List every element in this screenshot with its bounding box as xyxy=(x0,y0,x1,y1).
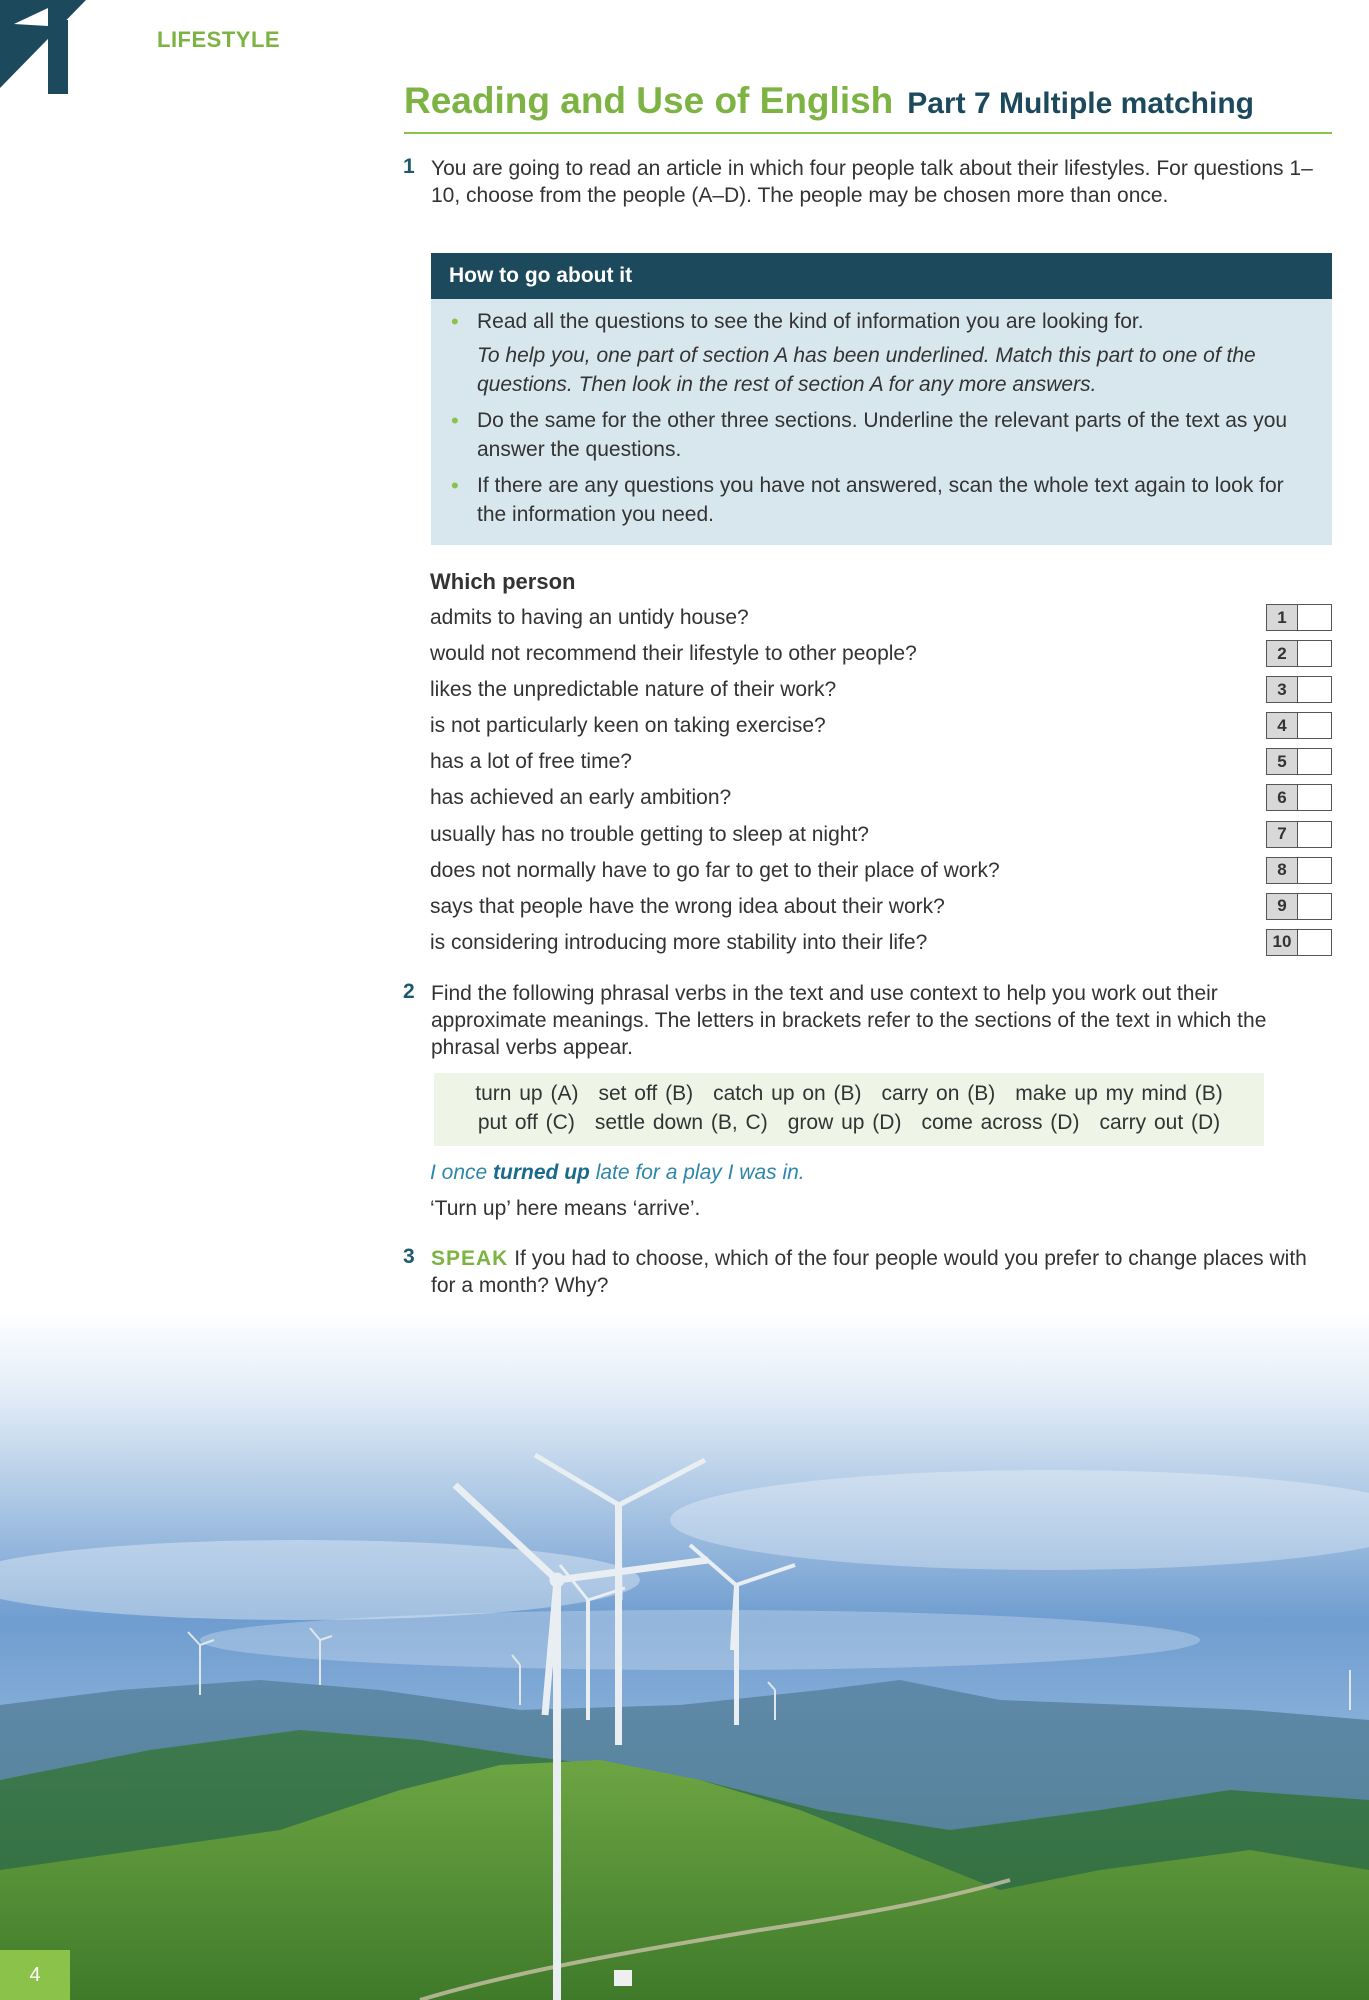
example-highlight: turned up xyxy=(493,1161,590,1184)
phrasal-verb: catch up on (B) xyxy=(713,1082,862,1105)
answer-box xyxy=(1266,748,1332,775)
question-text: is considering introducing more stability into their life? xyxy=(430,930,928,954)
answer-box xyxy=(1266,676,1332,703)
question-text: is not particularly keen on taking exercise? xyxy=(430,714,826,738)
answer-box xyxy=(1266,712,1332,739)
question-row xyxy=(430,676,1332,712)
question-row xyxy=(430,712,1332,748)
how-to-bullet: • If there are any questions you have not answered, scan the whole text again to look for the information you need. xyxy=(451,473,1284,526)
question-number: 3 xyxy=(1266,676,1298,703)
example-sentence: I once turned up late for a play I was in. xyxy=(430,1161,805,1184)
phrasal-verb: turn up (A) xyxy=(475,1082,579,1105)
question-number: 8 xyxy=(1266,857,1298,884)
bullet-dot-icon: • xyxy=(451,309,459,334)
phrasal-verb: grow up (D) xyxy=(787,1111,902,1134)
answer-field[interactable] xyxy=(1298,893,1332,920)
phrasal-verbs-box xyxy=(434,1073,1264,1146)
title-main: Reading and Use of English xyxy=(404,80,894,121)
answer-field[interactable] xyxy=(1298,929,1332,956)
page-title xyxy=(404,80,1332,134)
question-number: 4 xyxy=(1266,712,1298,739)
wind-turbines-photo xyxy=(0,1310,1369,2000)
answer-field[interactable] xyxy=(1298,676,1332,703)
task-1-number: 1 xyxy=(403,155,415,178)
task-2-text: Find the following phrasal verbs in the text and use context to help you work out their approximate meanings. The letters in brackets refer to the sections of the text in which the phrasal verbs appear. xyxy=(431,982,1267,1059)
answer-box xyxy=(1266,857,1332,884)
phrasal-verb: come across (D) xyxy=(921,1111,1080,1134)
answer-field[interactable] xyxy=(1298,712,1332,739)
bullet-dot-icon: • xyxy=(451,473,459,498)
question-text: does not normally have to go far to get to their place of work? xyxy=(430,858,1000,882)
question-row xyxy=(430,640,1332,676)
speak-tag: SPEAK xyxy=(431,1247,509,1270)
answer-box xyxy=(1266,604,1332,631)
page-number: 4 xyxy=(0,1950,70,2000)
question-row xyxy=(430,893,1332,929)
answer-field[interactable] xyxy=(1298,784,1332,811)
answer-field[interactable] xyxy=(1298,604,1332,631)
how-to-note: To help you, one part of section A has been underlined. Match this part to one of the questions. Then look in the rest of section A for any more answers. xyxy=(477,344,1256,396)
how-to-box xyxy=(431,253,1332,545)
question-number: 1 xyxy=(1266,604,1298,631)
how-to-bullet: • Read all the questions to see the kind of information you are looking for. To help you, one part of section A has been underlined. Match this part to one of the questions. Then look in the rest of section A for any more answers. xyxy=(451,307,1310,399)
question-text: has achieved an early ambition? xyxy=(430,786,732,810)
phrasal-verb: carry out (D) xyxy=(1099,1111,1221,1134)
question-row xyxy=(430,857,1332,893)
answer-box xyxy=(1266,821,1332,848)
phrasal-verb: make up my mind (B) xyxy=(1015,1082,1223,1105)
question-number: 5 xyxy=(1266,748,1298,775)
bullet-dot-icon: • xyxy=(451,408,459,433)
answer-field[interactable] xyxy=(1298,857,1332,884)
question-row xyxy=(430,821,1332,857)
answer-box xyxy=(1266,640,1332,667)
question-text: admits to having an untidy house? xyxy=(430,606,749,629)
phrasal-verbs-row xyxy=(434,1079,1264,1108)
how-to-heading: How to go about it xyxy=(431,253,1332,299)
question-text: has a lot of free time? xyxy=(430,750,632,774)
question-number: 2 xyxy=(1266,640,1298,667)
question-text: says that people have the wrong idea about their work? xyxy=(430,894,945,918)
questions-heading: Which person xyxy=(430,569,576,594)
question-row xyxy=(430,929,1332,965)
answer-field[interactable] xyxy=(1298,748,1332,775)
question-row xyxy=(430,748,1332,784)
question-number: 7 xyxy=(1266,821,1298,848)
question-number: 6 xyxy=(1266,784,1298,811)
example-note: ‘Turn up’ here means ‘arrive’. xyxy=(430,1197,701,1220)
phrasal-verbs-row xyxy=(434,1108,1264,1137)
question-text: likes the unpredictable nature of their work? xyxy=(430,678,837,702)
question-number: 9 xyxy=(1266,893,1298,920)
task-3-text: SPEAK If you had to choose, which of the four people would you prefer to change places with for a month? Why? xyxy=(431,1247,1307,1297)
unit-number-mark xyxy=(0,0,90,96)
question-text: usually has no trouble getting to sleep at night? xyxy=(430,822,869,846)
how-to-bullet: • Do the same for the other three sections. Underline the relevant parts of the text as you answer the questions. xyxy=(451,408,1288,461)
task-1-text: You are going to read an article in which four people talk about their lifestyles. For questions 1–10, choose from the people (A–D). The people may be chosen more than once. xyxy=(431,157,1313,207)
title-sub: Part 7 Multiple matching xyxy=(907,87,1254,120)
answer-box xyxy=(1266,784,1332,811)
question-number: 10 xyxy=(1266,929,1298,956)
phrasal-verb: set off (B) xyxy=(598,1082,694,1105)
phrasal-verb: put off (C) xyxy=(477,1111,575,1134)
answer-box xyxy=(1266,929,1332,956)
phrasal-verb: settle down (B, C) xyxy=(594,1111,768,1134)
question-row xyxy=(430,604,1332,640)
question-row xyxy=(430,784,1332,820)
task-3-number: 3 xyxy=(403,1245,415,1268)
questions-list xyxy=(430,604,1332,965)
answer-field[interactable] xyxy=(1298,640,1332,667)
phrasal-verb: carry on (B) xyxy=(881,1082,996,1105)
task-2-number: 2 xyxy=(403,980,415,1003)
answer-field[interactable] xyxy=(1298,821,1332,848)
question-text: would not recommend their lifestyle to other people? xyxy=(430,642,917,666)
answer-box xyxy=(1266,893,1332,920)
unit-label: LIFESTYLE xyxy=(157,27,281,52)
